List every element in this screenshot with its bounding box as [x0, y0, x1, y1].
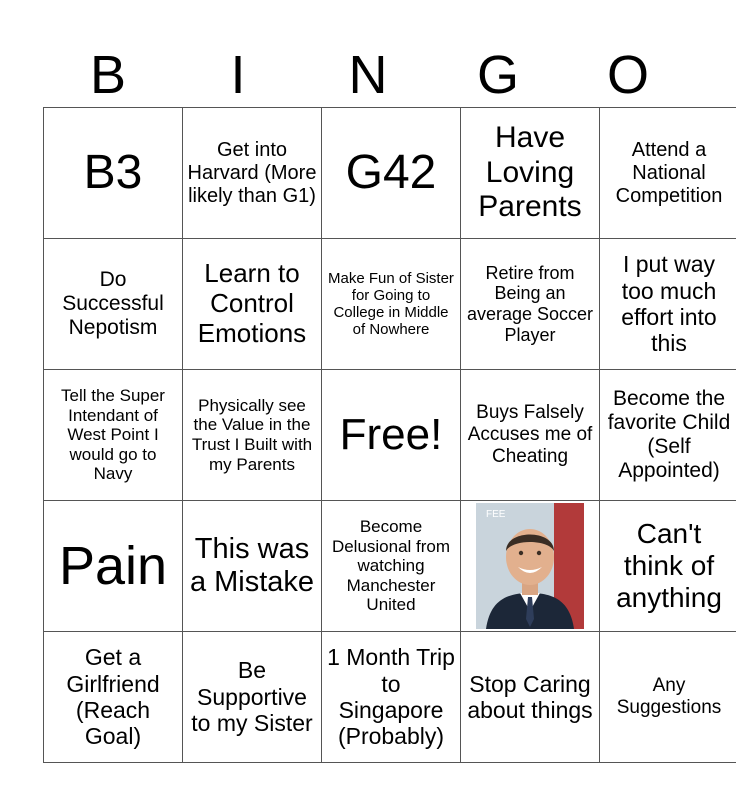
bingo-cell[interactable]: Any Suggestions: [600, 632, 736, 763]
bingo-cell[interactable]: Be Supportive to my Sister: [183, 632, 322, 763]
bingo-cell[interactable]: B3: [44, 108, 183, 239]
bingo-cell[interactable]: Make Fun of Sister for Going to College in Middle of Nowhere: [322, 239, 461, 370]
bingo-cell[interactable]: Physically see the Value in the Trust I Built with my Parents: [183, 370, 322, 501]
grid-row: [44, 108, 736, 239]
bingo-cell[interactable]: Tell the Super Intendant of West Point I would go to Navy: [44, 370, 183, 501]
bingo-cell[interactable]: Have Loving Parents: [461, 108, 600, 239]
header-letter-b: B: [89, 45, 127, 105]
bingo-cell[interactable]: I put way too much effort into this: [600, 239, 736, 370]
bingo-cell[interactable]: G42: [322, 108, 461, 239]
bingo-cell[interactable]: Stop Caring about things: [461, 632, 600, 763]
photo-cell[interactable]: [461, 501, 600, 632]
bingo-cell[interactable]: Become Delusional from watching Manchester United: [322, 501, 461, 632]
bingo-grid: [43, 107, 736, 763]
grid-row: [44, 370, 736, 501]
bingo-cell[interactable]: Retire from Being an average Soccer Player: [461, 239, 600, 370]
header-letter-g: G: [476, 45, 519, 105]
grid-row: [44, 501, 736, 632]
bingo-cell[interactable]: Attend a National Competition: [600, 108, 736, 239]
bingo-cell[interactable]: This was a Mistake: [183, 501, 322, 632]
bingo-cell[interactable]: Get into Harvard (More likely than G1): [183, 108, 322, 239]
grid-row: [44, 239, 736, 370]
header-letter-i: I: [230, 45, 246, 105]
free-space-cell[interactable]: Free!: [322, 370, 461, 501]
bingo-cell[interactable]: 1 Month Trip to Singapore (Probably): [322, 632, 461, 763]
bingo-cell[interactable]: Learn to Control Emotions: [183, 239, 322, 370]
bingo-cell[interactable]: Do Successful Nepotism: [44, 239, 183, 370]
header-letter-o: O: [606, 45, 649, 105]
bingo-cell[interactable]: Buys Falsely Accuses me of Cheating: [461, 370, 600, 501]
portrait-photo: [476, 503, 584, 629]
photo-badge-text: FEE: [486, 509, 506, 520]
bingo-cell[interactable]: Can't think of anything: [600, 501, 736, 632]
grid-row: [44, 632, 736, 763]
bingo-cell[interactable]: Get a Girlfriend (Reach Goal): [44, 632, 183, 763]
bingo-header: [43, 44, 693, 106]
bingo-cell[interactable]: Become the favorite Child (Self Appointed): [600, 370, 736, 501]
header-letter-n: N: [348, 45, 388, 105]
bingo-cell[interactable]: Pain: [44, 501, 183, 632]
